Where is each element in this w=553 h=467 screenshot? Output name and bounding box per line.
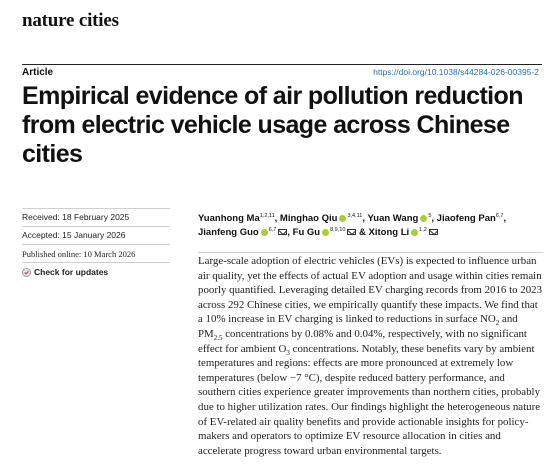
orcid-icon[interactable] bbox=[420, 215, 427, 222]
author-list: Yuanhong Ma$^{1,2,11}$, Minghao Qiu $^{3,4,11}$, Yuan Wang $^5$, Jiaofeng Pan$^{6,7}$, Jianfeng Guo $^{6,7}$ , Fu Gu $^{8,9,10}$ & Xitong Li $^{1,2}$ bbox=[198, 212, 507, 238]
article-title: Empirical evidence of air pollution reduction from electric vehicle usage across Chinese cities bbox=[22, 82, 523, 168]
sidebar-divider bbox=[22, 208, 170, 209]
author-affiliation: 6,7 bbox=[495, 212, 504, 219]
abstract-divider bbox=[198, 252, 543, 253]
orcid-icon[interactable] bbox=[411, 229, 418, 236]
author-name[interactable]: Jianfeng Guo bbox=[198, 227, 259, 238]
doi-link[interactable]: https://doi.org/10.1038/s44284-026-00395-2 bbox=[373, 67, 539, 77]
mail-icon[interactable] bbox=[429, 229, 438, 235]
author-affiliation: 6,7 bbox=[268, 226, 277, 233]
author-name[interactable]: Xitong Li bbox=[368, 227, 410, 238]
author-name[interactable]: Yuanhong Ma bbox=[198, 213, 260, 224]
abstract-text: Large-scale adoption of electric vehicles (EVs) is expected to influence urban air quality, yet the effects of actual EV adoption and usage within cities remain poorly quantified. Leveraging detailed EV charging records from 2016 to 2023 across 292 Chinese cities, we empirically quantify these impacts. We find that a 10% increase in EV charging is linked to reductions in surface $NO_2$ and $PM_{2.5}$ concentrations by 0.08% and 0.04%, respectively, with no significant effect for ambient $O_3$ concentrations. Notably, these benefits vary by ambient temperatures and regions: effects are more pronounced at extremely low temperatures (below −7 °C), despite reduced battery performance, and southern cities experience greater improvements than northern cities, probably due to higher utilization rates. Our findings highlight the heterogeneous nature of EV-related air quality benefits and provide actionable insights for policy-makers and operators to optimize EV resource allocation in cities and accelerate progress toward urban environmental targets. bbox=[198, 255, 543, 457]
orcid-icon[interactable] bbox=[339, 215, 346, 222]
received-date: Received: 18 February 2025 bbox=[22, 212, 130, 222]
accepted-date: Accepted: 15 January 2026 bbox=[22, 230, 126, 240]
sidebar-divider bbox=[22, 244, 170, 245]
check-updates-icon bbox=[22, 268, 31, 277]
author-affiliation: 5 bbox=[428, 212, 432, 219]
author-affiliation: 1,2 bbox=[419, 226, 427, 233]
author-affiliation: 3,4,11 bbox=[347, 212, 363, 219]
author-affiliation: 1,2,11 bbox=[259, 212, 275, 219]
sidebar-divider bbox=[22, 262, 170, 263]
author-name[interactable]: Yuan Wang bbox=[367, 213, 419, 224]
journal-logo[interactable]: nature cities bbox=[22, 10, 119, 31]
check-updates-label: Check for updates bbox=[34, 267, 109, 277]
author-name[interactable]: Jiaofeng Pan bbox=[436, 213, 496, 224]
author-name[interactable]: Fu Gu bbox=[292, 227, 321, 238]
article-type-label: Article bbox=[22, 67, 54, 78]
header-divider bbox=[22, 64, 542, 65]
author-affiliation: 8,9,10 bbox=[330, 226, 346, 233]
author-name[interactable]: Minghao Qiu bbox=[279, 213, 338, 224]
sidebar-divider bbox=[22, 226, 170, 227]
mail-icon[interactable] bbox=[347, 229, 356, 235]
orcid-icon[interactable] bbox=[322, 229, 329, 236]
orcid-icon[interactable] bbox=[261, 229, 268, 236]
published-date: Published online: 10 March 2026 bbox=[22, 249, 136, 259]
mail-icon[interactable] bbox=[278, 229, 287, 235]
check-for-updates-button[interactable] bbox=[22, 267, 108, 277]
